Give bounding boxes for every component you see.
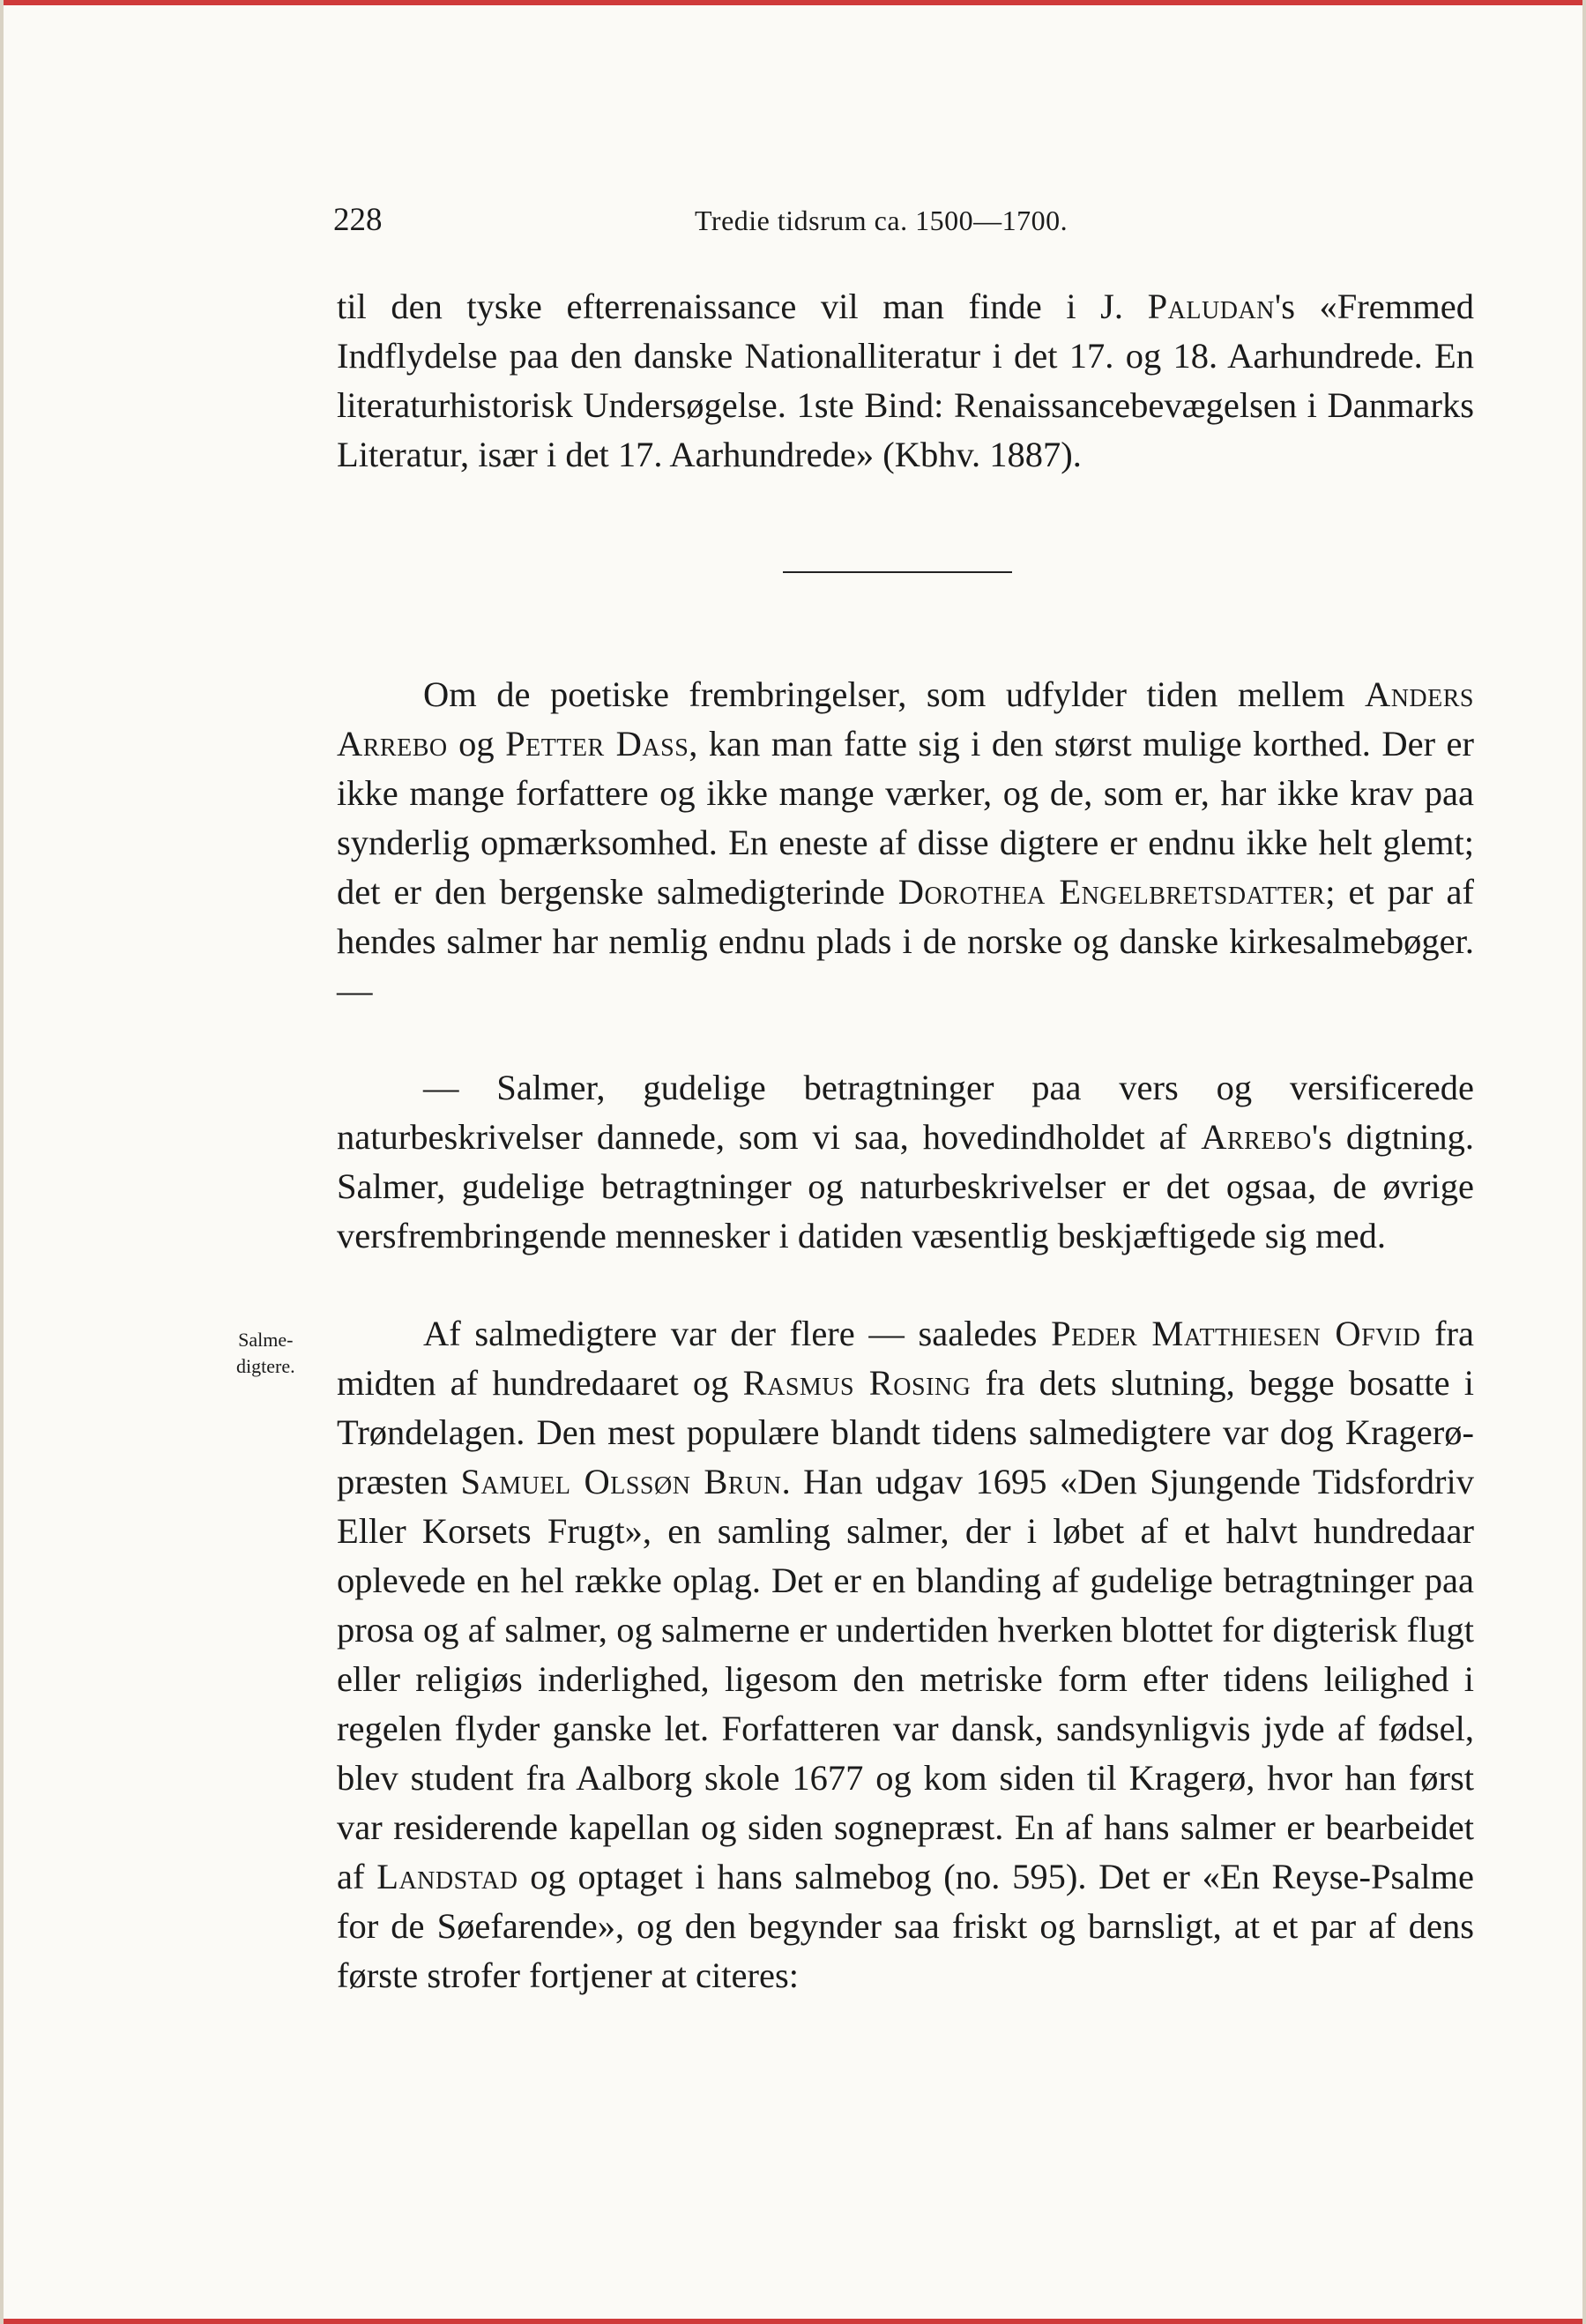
text-span: til den tyske efterrenaissance vil man finde i J. bbox=[337, 287, 1148, 326]
text-span: Om de poetiske frembringelser, som udfylder tiden mellem bbox=[423, 674, 1365, 714]
page-edge-left bbox=[0, 0, 4, 2324]
margin-note-line: digtere. bbox=[236, 1355, 295, 1377]
text-span: og optaget i hans salmebog (no. 595). Det er «En Reyse-Psalme for de Søefarende», og den begynder saa friskt og barnsligt, at et par af dens første strofer fortjener at citeres: bbox=[337, 1857, 1474, 1995]
page-edge-right bbox=[1582, 0, 1586, 2324]
margin-note bbox=[236, 1327, 295, 1380]
running-title: Tredie tidsrum ca. 1500—1700. bbox=[695, 205, 1069, 236]
author-name: Petter Dass bbox=[505, 724, 689, 763]
paragraph-intro bbox=[337, 670, 1474, 1016]
margin-note-line: Salme- bbox=[238, 1329, 294, 1351]
text-span: . Han udgav 1695 «Den Sjungende Tidsfordriv Eller Korsets Frugt», en samling salmer, der i løbet af et halvt hundredaar oplevede en hel række oplag. Det er en blanding af gudelige betragtninger paa prosa og af salmer, og salmerne er undertiden hverken blottet for digterisk flugt eller religiøs inderlighed, ligesom den metriske form efter tidens leilighed i regelen flyder ganske let. Forfatteren var dansk, sandsynligvis jyde af fødsel, blev student fra Aalborg skole 1677 og kom siden til Kragerø, hvor han først var residerende kapellan og siden sognepræst. En af hans salmer er bearbeidet af bbox=[337, 1462, 1474, 1896]
paragraph-salmedigtere bbox=[337, 1309, 1474, 2000]
author-name: Dorothea Engelbretsdatter bbox=[897, 872, 1326, 912]
author-name: Paludan bbox=[1147, 287, 1275, 326]
page-edge-bottom bbox=[0, 2319, 1586, 2324]
author-name: Arrebo bbox=[1201, 1117, 1312, 1157]
text-span: Af salmedigtere var der flere — saaledes bbox=[423, 1314, 1052, 1353]
text-span: og bbox=[447, 724, 506, 763]
author-name: Rasmus Rosing bbox=[742, 1363, 972, 1403]
author-name: Anders Arrebo bbox=[337, 674, 1474, 763]
text-span: — Salmer, gudelige betragtninger paa vers og versificerede naturbeskrivelser dannede, som vi saa, hovedindholdet af bbox=[337, 1068, 1474, 1157]
page-number: 228 bbox=[333, 202, 383, 238]
author-name: Peder Matthiesen Ofvid bbox=[1051, 1314, 1421, 1353]
text-span: fra dets slutning, begge bosatte i Trøndelagen. Den mest populære blandt tidens salmedigtere var dog Kragerø-præsten bbox=[337, 1363, 1474, 1501]
author-name: Samuel Olssøn Brun bbox=[460, 1462, 782, 1501]
section-divider bbox=[783, 571, 1012, 573]
text-span: , kan man fatte sig i den størst mulige korthed. Der er ikke mange forfattere og ikke mange værker, og de, som er, har ikke krav paa synderlig opmærksomhed. En eneste af disse digtere er endnu ikke helt glemt; det er den bergenske salmedigterinde bbox=[337, 724, 1474, 912]
paragraph-salmer bbox=[337, 1063, 1474, 1261]
text-span: fra midten af hundredaaret og bbox=[337, 1314, 1474, 1403]
author-name: Landstad bbox=[376, 1857, 518, 1896]
text-span: ; et par af hendes salmer har nemlig endnu plads i de norske og danske kirkesalmebøger. — bbox=[337, 872, 1475, 1010]
text-span: 's digtning. Salmer, gudelige betragtninger og naturbeskrivelser er det ogsaa, de øvrige versfrembringende mennesker i datiden væsentlig beskjæftigede sig med. bbox=[337, 1117, 1474, 1255]
running-header bbox=[333, 201, 1471, 254]
paragraph-bibliography bbox=[337, 282, 1474, 480]
text-span: 's «Fremmed Indflydelse paa den danske Nationalliteratur i det 17. og 18. Aarhundrede. En literaturhistorisk Undersøgelse. 1ste Bind: Renaissancebevægelsen i Danmarks Literatur, især i det 17. Aarhundrede» (Kbhv. 1887). bbox=[337, 287, 1475, 474]
page-edge-top bbox=[0, 0, 1586, 5]
